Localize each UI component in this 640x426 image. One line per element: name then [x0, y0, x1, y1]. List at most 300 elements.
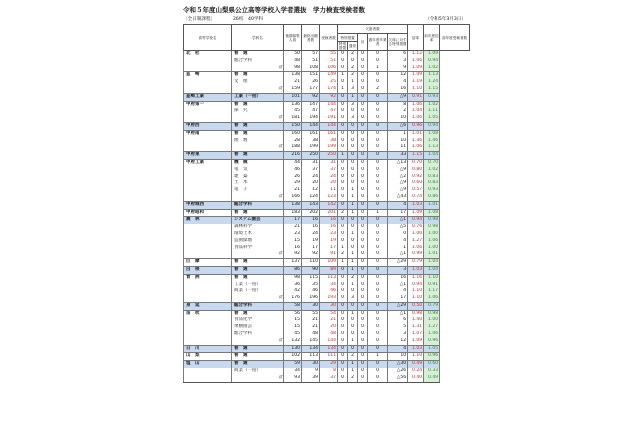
- value-cell-c3: 54: [320, 310, 338, 317]
- value-cell-c8: 9: [388, 65, 408, 72]
- value-cell-c10: 1.13: [424, 72, 440, 79]
- value-cell-c5: 0: [348, 238, 358, 245]
- value-cell-c5: 0: [348, 288, 358, 295]
- table-row: [184, 101, 470, 108]
- header-course: 学科名: [232, 25, 284, 51]
- value-cell-c5: 0: [348, 331, 358, 338]
- value-cell-c7: 0: [368, 331, 388, 338]
- course-name-cell: 普 通: [232, 51, 284, 58]
- table-row: [184, 224, 470, 231]
- value-cell-c1: 16: [284, 245, 302, 252]
- value-cell-c3: 144: [320, 101, 338, 108]
- school-name-cell: [184, 138, 232, 145]
- school-name-cell: [184, 231, 232, 238]
- value-cell-c3: 38: [320, 138, 338, 145]
- school-name-cell: [184, 288, 232, 295]
- value-cell-c8: 10: [388, 115, 408, 122]
- value-cell-c4: 0: [338, 231, 348, 238]
- value-cell-c2: 143: [302, 201, 320, 209]
- table-row: [184, 317, 470, 324]
- value-cell-c2: 147: [302, 101, 320, 108]
- value-cell-c7: 0: [368, 72, 388, 79]
- value-cell-c7: 0: [368, 317, 388, 324]
- value-cell-c3: 144: [320, 122, 338, 130]
- value-cell-c3: 191: [320, 115, 338, 122]
- value-cell-c1: 26: [284, 174, 302, 181]
- value-cell-c5: 1: [348, 187, 358, 194]
- table-row: [184, 72, 470, 79]
- school-name-cell: 農 林: [184, 217, 232, 224]
- value-cell-c10: 1.10: [424, 274, 440, 281]
- value-cell-c2: 92: [302, 251, 320, 258]
- value-cell-c7: 1: [368, 209, 388, 217]
- school-name-cell: 甲府城西: [184, 201, 232, 209]
- value-cell-c9: 1.16: [408, 274, 424, 281]
- value-cell-c1: 59: [284, 361, 302, 368]
- value-cell-c2: 113: [302, 353, 320, 361]
- value-cell-c7: 0: [368, 108, 388, 115]
- value-cell-c9: 0.76: [408, 224, 424, 231]
- value-cell-c6: 0: [358, 130, 368, 137]
- value-cell-c2: 196: [302, 295, 320, 302]
- value-cell-c6: 0: [358, 167, 368, 174]
- value-cell-c10: 0.79: [424, 302, 440, 310]
- value-cell-c8: 4: [388, 238, 408, 245]
- value-cell-c5: 1: [348, 282, 358, 289]
- value-cell-c3: 111: [320, 353, 338, 361]
- value-cell-c6: 0: [358, 295, 368, 302]
- value-cell-c4: 0: [338, 51, 348, 58]
- table-row: [184, 353, 470, 361]
- table-row: [184, 93, 470, 101]
- course-name-cell: 計: [232, 65, 284, 72]
- value-cell-c9: 1.03: [408, 345, 424, 353]
- value-cell-c4: 0: [338, 180, 348, 187]
- value-cell-c7: 0: [368, 79, 388, 86]
- value-cell-c9: 0.99: [408, 251, 424, 258]
- value-cell-c9: 1.10: [408, 353, 424, 361]
- school-name-cell: 青 洲: [184, 274, 232, 281]
- value-cell-c9: 1.06: [408, 144, 424, 151]
- value-cell-c2: 31: [302, 159, 320, 166]
- value-cell-c4: 0: [338, 302, 348, 310]
- value-cell-c9: 1.00: [408, 231, 424, 238]
- value-cell-c2: 144: [302, 122, 320, 130]
- value-cell-c1: 166: [284, 194, 302, 201]
- value-cell-c4: 0: [338, 174, 348, 181]
- course-name-cell: 普 通: [232, 72, 284, 79]
- value-cell-c10: 1.11: [424, 108, 440, 115]
- value-cell-c10: 0.96: [424, 338, 440, 345]
- value-cell-c8: △30: [388, 361, 408, 368]
- value-cell-c4: 0: [338, 115, 348, 122]
- value-cell-c9: 1.06: [408, 58, 424, 65]
- table-row: [184, 217, 470, 224]
- value-cell-c1: 137: [284, 259, 302, 267]
- table-row: [184, 201, 470, 209]
- value-cell-c2: 47: [302, 108, 320, 115]
- value-cell-c8: △9: [388, 167, 408, 174]
- value-cell-c3: 25: [320, 79, 338, 86]
- value-cell-c5: 2: [348, 375, 358, 382]
- value-cell-c5: 0: [348, 245, 358, 252]
- value-cell-c6: 0: [358, 174, 368, 181]
- value-cell-c9: 1.09: [408, 209, 424, 217]
- value-cell-c10: 1.00: [424, 317, 440, 324]
- value-cell-c9: 1.27: [408, 238, 424, 245]
- value-cell-c3: 193: [320, 295, 338, 302]
- value-cell-c6: 0: [358, 93, 368, 101]
- value-cell-c5: 3: [348, 101, 358, 108]
- table-row: [184, 187, 470, 194]
- value-cell-c2: 37: [302, 167, 320, 174]
- value-cell-c10: 1.06: [424, 238, 440, 245]
- value-cell-c9: 0.40: [408, 375, 424, 382]
- value-cell-c7: 0: [368, 51, 388, 58]
- header-absent: 欠席者数: [338, 25, 408, 34]
- table-row: [184, 65, 470, 72]
- value-cell-c3: 92: [320, 93, 338, 101]
- table-row: [184, 122, 470, 130]
- value-cell-c3: 24: [320, 174, 338, 181]
- value-cell-c1: 159: [284, 86, 302, 93]
- school-name-cell: [184, 338, 232, 345]
- school-name-cell: 塩 山: [184, 361, 232, 368]
- value-cell-c2: 55: [302, 310, 320, 317]
- value-cell-c1: 34: [284, 368, 302, 375]
- value-cell-c8: 3: [388, 58, 408, 65]
- course-name-cell: 計: [232, 251, 284, 258]
- value-cell-c4: 2: [338, 251, 348, 258]
- value-cell-c4: 0: [338, 353, 348, 361]
- table-row: [184, 338, 470, 345]
- value-cell-c1: 93: [284, 375, 302, 382]
- value-cell-c3: 16: [320, 217, 338, 224]
- value-cell-c10: 0.60: [424, 361, 440, 368]
- value-cell-c1: 15: [284, 324, 302, 331]
- header-ratio: 倍率: [408, 25, 424, 51]
- value-cell-c4: 0: [338, 295, 348, 302]
- value-cell-c6: 0: [358, 231, 368, 238]
- header-abs-regular: 通常: [348, 42, 358, 51]
- value-cell-c10: 0.83: [424, 180, 440, 187]
- school-name-cell: [184, 251, 232, 258]
- value-cell-c5: 2: [348, 274, 358, 281]
- value-cell-c4: 0: [338, 138, 348, 145]
- value-cell-c8: 11: [388, 144, 408, 151]
- table-row: [184, 238, 470, 245]
- value-cell-c7: 0: [368, 201, 388, 209]
- value-cell-c6: 0: [358, 65, 368, 72]
- value-cell-c9: 0.80: [408, 167, 424, 174]
- value-cell-c6: 0: [358, 108, 368, 115]
- value-cell-c6: 0: [358, 361, 368, 368]
- header-school: 高等学校名: [184, 25, 232, 51]
- value-cell-c7: 0: [368, 259, 388, 267]
- value-cell-c9: 1.07: [408, 331, 424, 338]
- course-name-cell: システム園芸: [232, 217, 284, 224]
- value-cell-c6: 0: [358, 324, 368, 331]
- value-cell-c1: 17: [284, 217, 302, 224]
- value-cell-c10: 1.13: [424, 144, 440, 151]
- value-cell-c3: 109: [320, 259, 338, 267]
- value-cell-c7: 0: [368, 324, 388, 331]
- value-cell-c5: 0: [348, 167, 358, 174]
- value-cell-c1: 130: [284, 345, 302, 353]
- header-abs-total: 計: [358, 34, 368, 51]
- header-abs-past: 過年度卒業者: [368, 34, 388, 51]
- value-cell-c7: 0: [368, 282, 388, 289]
- course-name-cell: 普 通: [232, 209, 284, 217]
- value-cell-c4: 0: [338, 324, 348, 331]
- value-cell-c9: 1.03: [408, 266, 424, 274]
- value-cell-c8: △56: [388, 375, 408, 382]
- value-cell-c6: 0: [358, 194, 368, 201]
- value-cell-c3: 161: [320, 130, 338, 137]
- value-cell-c8: 0: [388, 231, 408, 238]
- value-cell-c5: 0: [348, 58, 358, 65]
- value-cell-c5: 0: [348, 345, 358, 353]
- value-cell-c9: 1.09: [408, 72, 424, 79]
- value-cell-c1: 102: [284, 353, 302, 361]
- value-cell-c1: 132: [284, 338, 302, 345]
- value-cell-c7: 0: [368, 266, 388, 274]
- value-cell-c7: 0: [368, 122, 388, 130]
- value-cell-c7: 0: [368, 310, 388, 317]
- value-cell-c1: 46: [284, 167, 302, 174]
- value-cell-c4: 0: [338, 108, 348, 115]
- value-cell-c6: 0: [358, 302, 368, 310]
- table-row: [184, 345, 470, 353]
- value-cell-c5: 0: [348, 174, 358, 181]
- value-cell-c1: 136: [284, 101, 302, 108]
- value-cell-c6: 0: [358, 282, 368, 289]
- value-cell-c3: 23: [320, 231, 338, 238]
- value-cell-c6: 0: [358, 115, 368, 122]
- value-cell-c9: 0.79: [408, 259, 424, 267]
- value-cell-c9: 1.09: [408, 338, 424, 345]
- value-cell-c3: 142: [320, 201, 338, 209]
- value-cell-c9: 1.04: [408, 108, 424, 115]
- course-category: 〔全日制課程〕: [183, 17, 216, 22]
- school-name-cell: [184, 368, 232, 375]
- value-cell-c3: 174: [320, 86, 338, 93]
- value-cell-c10: 0.98: [424, 310, 440, 317]
- value-cell-c2: 30: [302, 302, 320, 310]
- value-cell-c5: 3: [348, 295, 358, 302]
- value-cell-c2: 115: [302, 274, 320, 281]
- value-cell-c10: 1.08: [424, 130, 440, 137]
- value-cell-c4: 0: [338, 310, 348, 317]
- value-cell-c6: 0: [358, 138, 368, 145]
- course-name-cell: 計: [232, 295, 284, 302]
- value-cell-c9: 1.06: [408, 101, 424, 108]
- document-subheader: [183, 15, 469, 24]
- value-cell-c7: 0: [368, 274, 388, 281]
- course-name-cell: 普 通: [232, 152, 284, 160]
- value-cell-c5: 2: [348, 353, 358, 361]
- value-cell-c7: 0: [368, 251, 388, 258]
- table-row: [184, 231, 470, 238]
- value-cell-c6: 0: [358, 338, 368, 345]
- course-name-cell: 土 木: [232, 180, 284, 187]
- value-cell-c7: 0: [368, 368, 388, 375]
- value-cell-c2: 24: [302, 174, 320, 181]
- value-cell-c9: 1.31: [408, 324, 424, 331]
- value-cell-c6: 0: [358, 368, 368, 375]
- table-row: [184, 180, 470, 187]
- course-name-cell: 計: [232, 338, 284, 345]
- value-cell-c5: 0: [348, 122, 358, 130]
- value-cell-c3: 51: [320, 58, 338, 65]
- school-name-cell: [184, 317, 232, 324]
- value-cell-c8: △26: [388, 368, 408, 375]
- value-cell-c8: 10: [388, 138, 408, 145]
- value-cell-c4: 0: [338, 79, 348, 86]
- value-cell-c3: 144: [320, 338, 338, 345]
- table-row: [184, 58, 470, 65]
- value-cell-c7: 1: [368, 353, 388, 361]
- table-row: [184, 288, 470, 295]
- course-name-cell: 総合学科: [232, 331, 284, 338]
- table-row: [184, 361, 470, 368]
- value-cell-c6: 0: [358, 259, 368, 267]
- course-name-cell: 商業（一括）: [232, 288, 284, 295]
- value-cell-c1: 15: [284, 238, 302, 245]
- course-name-cell: 造園緑地: [232, 238, 284, 245]
- header-general: 最終出願者数: [302, 25, 320, 51]
- value-cell-c9: 1.09: [408, 65, 424, 72]
- value-cell-c7: 2: [368, 86, 388, 93]
- value-cell-c1: 45: [284, 108, 302, 115]
- value-cell-c9: 1.19: [408, 79, 424, 86]
- value-cell-c8: △1: [388, 217, 408, 224]
- value-cell-c8: △29: [388, 259, 408, 267]
- value-cell-c6: 0: [358, 288, 368, 295]
- course-name-cell: 計: [232, 194, 284, 201]
- value-cell-c8: 5: [388, 324, 408, 331]
- value-cell-c1: 48: [284, 58, 302, 65]
- value-cell-c5: 1: [348, 251, 358, 258]
- value-cell-c9: 0.60: [408, 180, 424, 187]
- school-name-cell: 甲府昭和: [184, 209, 232, 217]
- value-cell-c7: 0: [368, 231, 388, 238]
- value-cell-c8: 16: [388, 86, 408, 93]
- table-row: [184, 295, 470, 302]
- value-cell-c4: 0: [338, 266, 348, 274]
- value-cell-c2: 12: [302, 187, 320, 194]
- value-cell-c8: △13: [388, 159, 408, 166]
- value-cell-c5: 0: [348, 138, 358, 145]
- value-cell-c6: 0: [358, 245, 368, 252]
- value-cell-c8: 6: [388, 317, 408, 324]
- value-cell-c8: 12: [388, 338, 408, 345]
- table-row: [184, 266, 470, 274]
- course-name-cell: 普 通: [232, 122, 284, 130]
- school-name-cell: 甲府第一: [184, 101, 232, 108]
- value-cell-c7: 0: [368, 345, 388, 353]
- value-cell-c10: 1.04: [424, 266, 440, 274]
- value-cell-c8: 16: [388, 274, 408, 281]
- table-row: [184, 194, 470, 201]
- value-cell-c6: 0: [358, 201, 368, 209]
- value-cell-c6: 0: [358, 79, 368, 86]
- value-cell-c9: 1.10: [408, 288, 424, 295]
- value-cell-c3: 113: [320, 274, 338, 281]
- value-cell-c4: 0: [338, 274, 348, 281]
- value-cell-c6: 0: [358, 86, 368, 93]
- value-cell-c4: 1: [338, 152, 348, 160]
- value-cell-c3: 91: [320, 251, 338, 258]
- value-cell-c7: 0: [368, 245, 388, 252]
- value-cell-c9: 1.40: [408, 317, 424, 324]
- school-name-cell: [184, 375, 232, 382]
- value-cell-c9: 1.36: [408, 138, 424, 145]
- value-cell-c7: 0: [368, 167, 388, 174]
- value-cell-c1: 181: [284, 115, 302, 122]
- header-abs-special-sub: 特別措置: [338, 42, 347, 50]
- value-cell-c8: 17: [388, 295, 408, 302]
- course-name-cell: 探 究: [232, 108, 284, 115]
- value-cell-c2: 38: [302, 138, 320, 145]
- value-cell-c3: 48: [320, 331, 338, 338]
- value-cell-c7: 0: [368, 130, 388, 137]
- value-cell-c4: 0: [338, 282, 348, 289]
- value-cell-c4: 0: [338, 167, 348, 174]
- value-cell-c6: 0: [358, 152, 368, 160]
- school-name-cell: 白 根: [184, 266, 232, 274]
- value-cell-c8: △1: [388, 310, 408, 317]
- value-cell-c9: 0.49: [408, 361, 424, 368]
- value-cell-c6: 0: [358, 345, 368, 353]
- value-cell-c7: 0: [368, 217, 388, 224]
- school-name-cell: 山 梨: [184, 353, 232, 361]
- table-row: [184, 245, 470, 252]
- course-name-cell: 普 通: [232, 266, 284, 274]
- value-cell-c5: 0: [348, 217, 358, 224]
- value-cell-c4: 1: [338, 259, 348, 267]
- value-cell-c5: 1: [348, 201, 358, 209]
- value-cell-c9: 1.01: [408, 130, 424, 137]
- value-cell-c5: 0: [348, 152, 358, 160]
- value-cell-c3: 37: [320, 375, 338, 382]
- value-cell-c8: 3: [388, 266, 408, 274]
- value-cell-c1: 98: [284, 65, 302, 72]
- value-cell-c5: 2: [348, 72, 358, 79]
- value-cell-c1: 86: [284, 266, 302, 274]
- value-cell-c6: 0: [358, 122, 368, 130]
- value-cell-c10: 0.86: [424, 194, 440, 201]
- course-name-cell: 普 通: [232, 259, 284, 267]
- school-name-cell: 甲府西: [184, 122, 232, 130]
- value-cell-c9: 0.50: [408, 302, 424, 310]
- table-row: [184, 310, 470, 317]
- value-cell-c3: 11: [320, 187, 338, 194]
- value-cell-c9: 0.94: [408, 217, 424, 224]
- value-cell-c3: 201: [320, 209, 338, 217]
- course-name-cell: 普 通: [232, 353, 284, 361]
- school-name-cell: 日 川: [184, 345, 232, 353]
- value-cell-c7: 0: [368, 295, 388, 302]
- value-cell-c8: △2: [388, 174, 408, 181]
- header-enroll: 後期募集人員: [284, 25, 302, 51]
- value-cell-c4: 0: [338, 201, 348, 209]
- school-name-cell: [184, 238, 232, 245]
- value-cell-c10: 1.24: [424, 79, 440, 86]
- value-cell-c6: 0: [358, 72, 368, 79]
- value-cell-c5: 2: [348, 65, 358, 72]
- school-name-cell: [184, 324, 232, 331]
